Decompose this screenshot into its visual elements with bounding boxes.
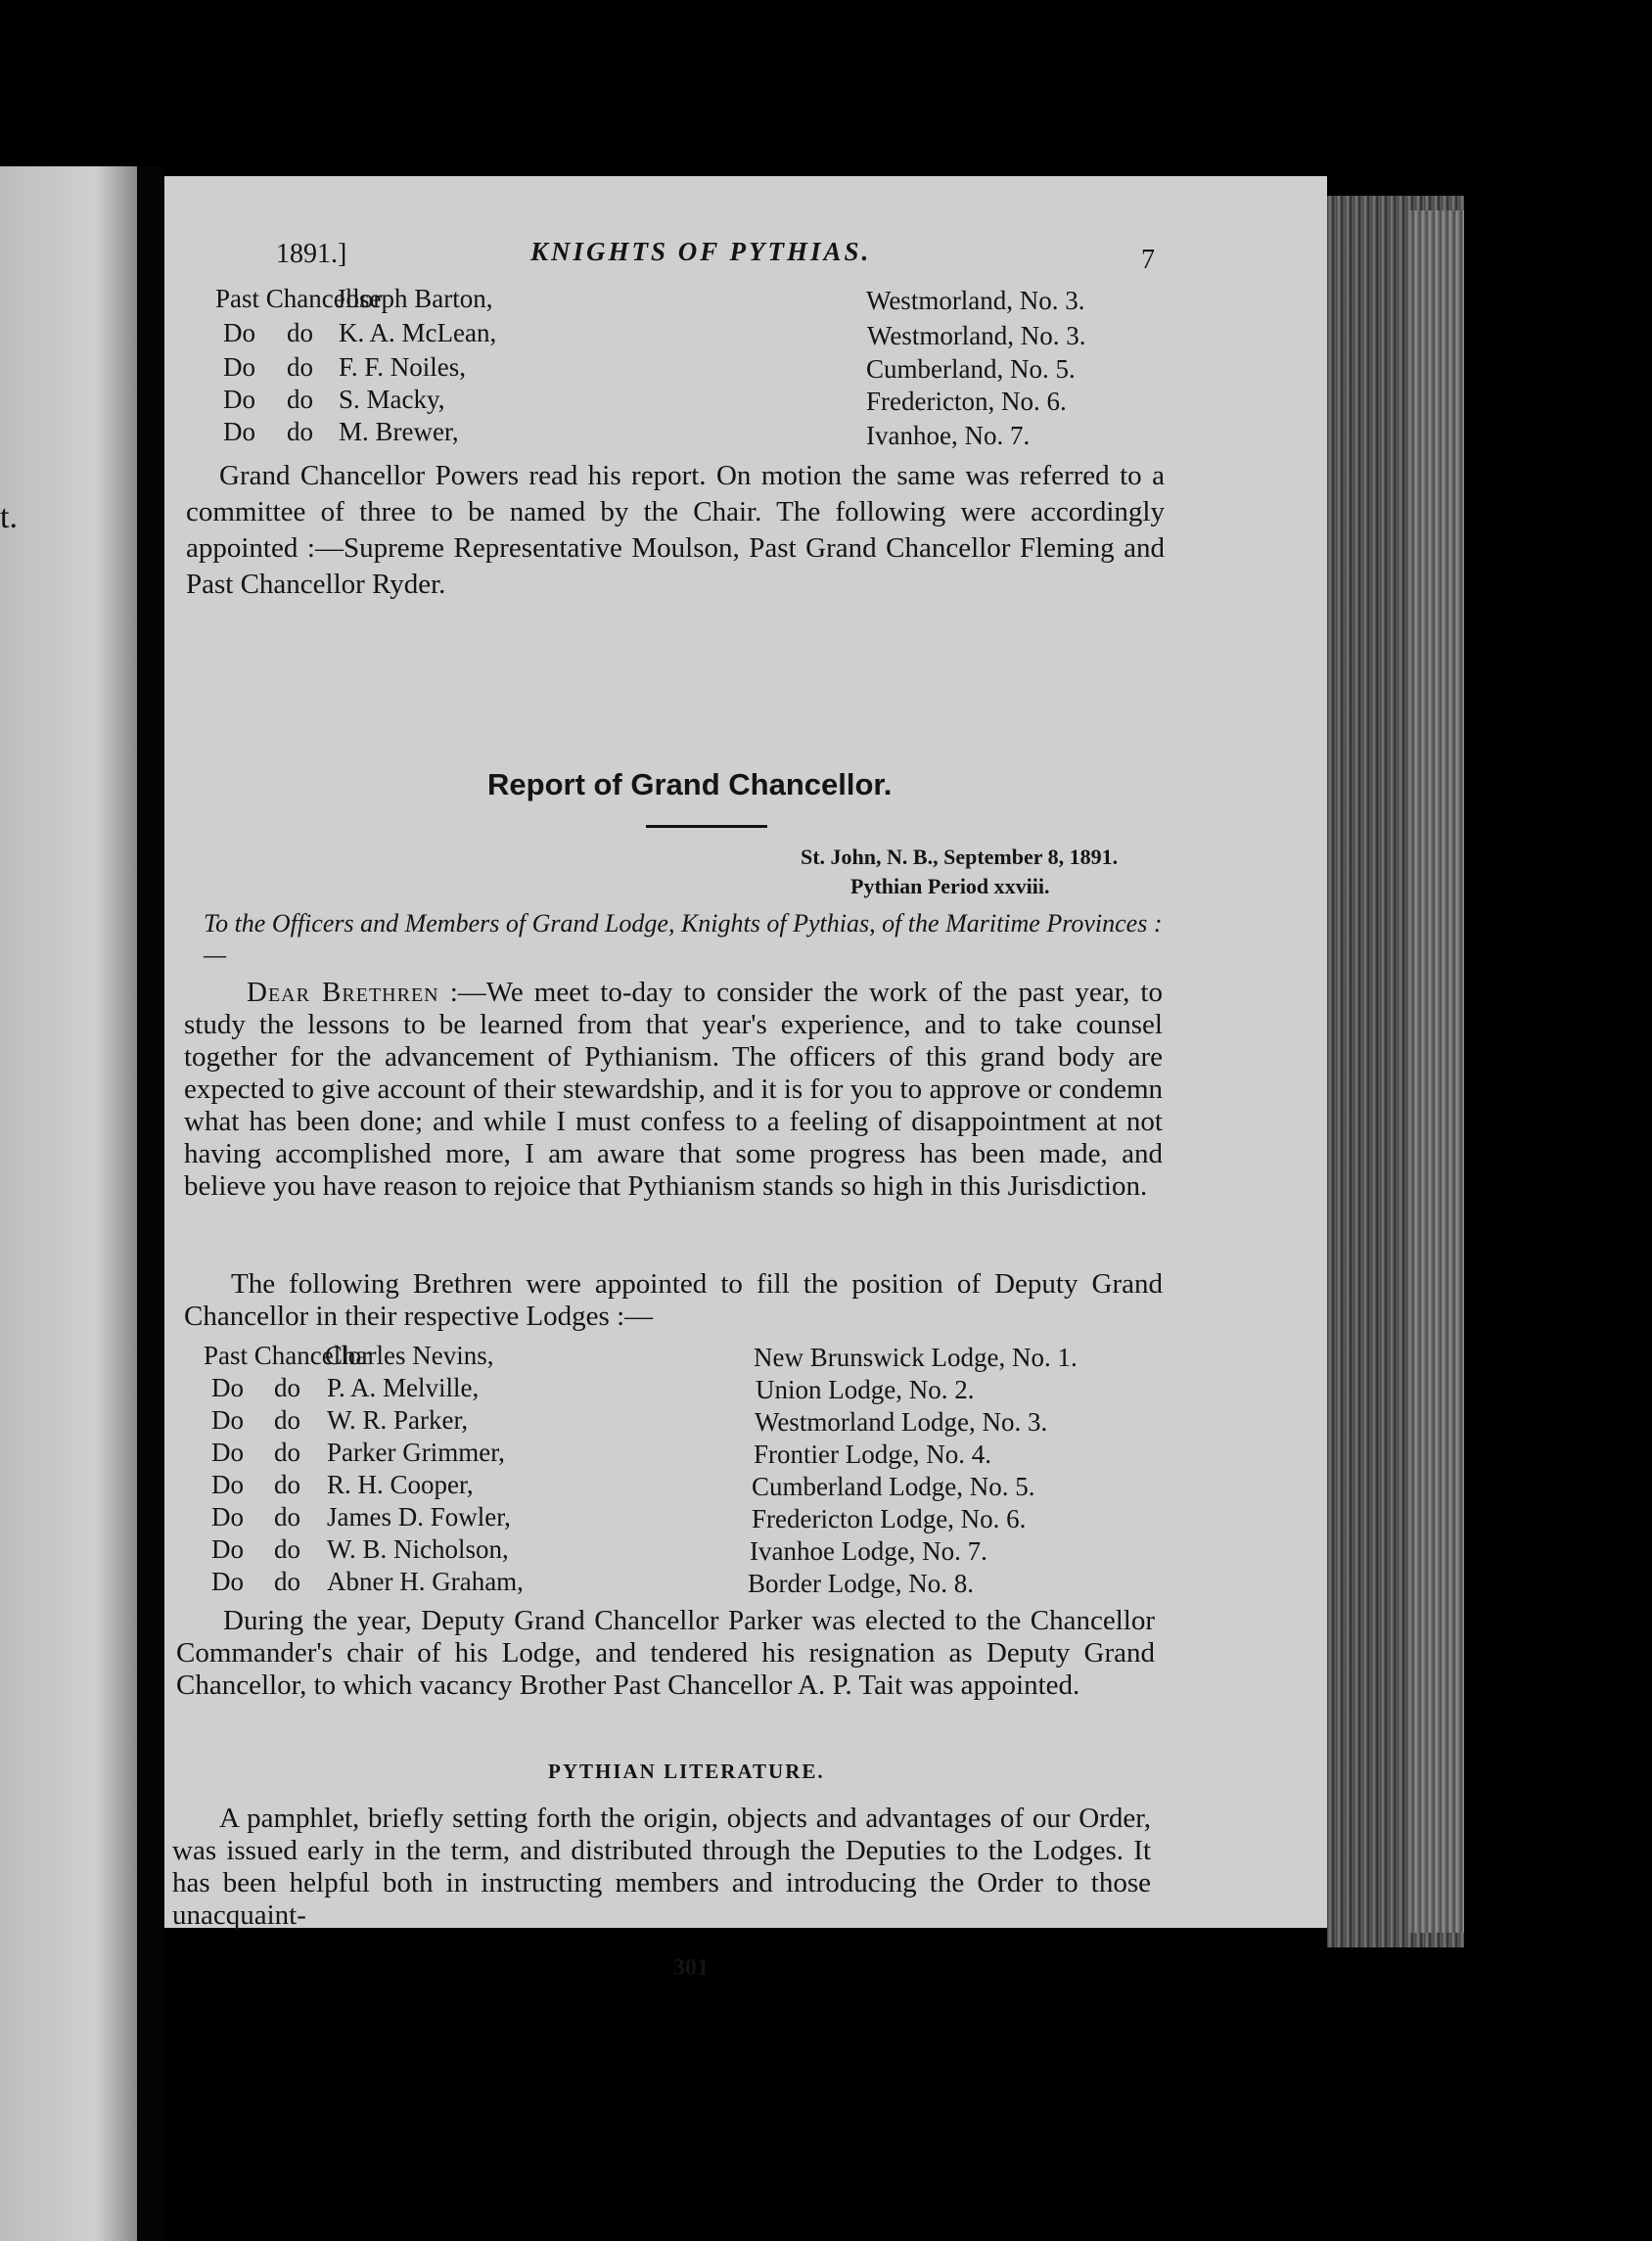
roster-title: Past Chancellor — [215, 284, 383, 313]
book-page — [164, 176, 1327, 1981]
book-gutter — [137, 166, 164, 2241]
roster-name: W. B. Nicholson, — [327, 1534, 509, 1564]
roster-ditto: do — [274, 1405, 300, 1435]
paragraph-text: The following Brethren were appointed to fill the position of Deputy Grand Chancellor in their respective Lodges :— — [184, 1268, 1163, 1332]
roster-lodge: Fredericton, No. 6. — [866, 387, 1067, 416]
roster-title: Do — [211, 1502, 244, 1532]
roster-lodge: Westmorland, No. 3. — [867, 321, 1086, 350]
roster-name: M. Brewer, — [339, 417, 459, 446]
roster-name: W. R. Parker, — [327, 1405, 469, 1435]
running-title: KNIGHTS OF PYTHIAS. — [530, 237, 872, 266]
roster-ditto: do — [274, 1470, 300, 1499]
paragraph-text: :—We meet to-day to consider the work of the past year, to study the lessons to be learned from that year's experience, and to take counsel together for the advancement of Pythianism. The officers of this grand body are expected to give account of their stewardship, and it is for you to approve or condemn what has been done; and while I must confess to a feeling of disappointment at not having accomplished more, I am aware that some progress has been made, and believe you have reason to rejoice that Pythianism stands so high in this Jurisdiction. — [184, 977, 1163, 1202]
salutation — [204, 908, 1163, 971]
roster-ditto: do — [287, 417, 313, 446]
roster-title: Do — [223, 318, 255, 347]
paragraph — [172, 1803, 1151, 1932]
paragraph — [184, 977, 1163, 1203]
roster-title: Past Chancellor — [204, 1341, 371, 1370]
roster-ditto: do — [274, 1502, 300, 1532]
facing-page-fragment: t. — [0, 499, 18, 535]
roster-lodge: Fredericton Lodge, No. 6. — [752, 1504, 1027, 1533]
roster-ditto: do — [274, 1567, 300, 1596]
page-number: 7 — [1141, 245, 1155, 275]
folio-number: 301 — [673, 1955, 709, 1981]
roster-lodge: Union Lodge, No. 2. — [756, 1375, 975, 1404]
roster-name: K. A. McLean, — [339, 318, 497, 347]
facing-page — [0, 166, 137, 2241]
page-edges-inner — [1409, 210, 1464, 1933]
paragraph — [184, 1268, 1163, 1333]
roster-title: Do — [223, 352, 255, 382]
roster-ditto: do — [287, 318, 313, 347]
roster-ditto: do — [274, 1373, 300, 1402]
paragraph — [186, 458, 1165, 603]
heading-rule — [646, 825, 767, 828]
section-subheading: PYTHIAN LITERATURE. — [548, 1760, 825, 1783]
roster-ditto: do — [287, 385, 313, 414]
roster-lodge: Westmorland Lodge, No. 3. — [755, 1407, 1048, 1437]
roster-name: Joseph Barton, — [336, 284, 493, 313]
dateline-place-date: St. John, N. B., September 8, 1891. — [801, 845, 1119, 869]
header-year: 1891.] — [276, 239, 347, 269]
roster-name: F. F. Noiles, — [339, 352, 466, 382]
roster-title: Do — [223, 417, 255, 446]
dateline-period: Pythian Period xxviii. — [850, 874, 1050, 898]
paragraph-text: Grand Chancellor Powers read his report. On motion the same was referred to a committee of three to be named by the Chair. The following were accordingly appointed :—Supreme Representative Moulson, Past Grand Chancellor Fleming and Past Chancellor Ryder. — [186, 460, 1165, 600]
roster-lodge: Ivanhoe Lodge, No. 7. — [750, 1536, 987, 1566]
roster-lodge: New Brunswick Lodge, No. 1. — [754, 1343, 1078, 1372]
roster-title: Do — [211, 1534, 244, 1564]
paragraph-text: A pamphlet, briefly setting forth the origin, objects and advantages of our Order, was issued early in the term, and distributed through the Deputies to the Lodges. It has been helpful both in instructing members and introducing the Order to those unacquaint- — [172, 1803, 1151, 1931]
letter-opening: Dear Brethren — [247, 977, 439, 1008]
roster-lodge: Frontier Lodge, No. 4. — [754, 1440, 991, 1469]
roster-lodge: Westmorland, No. 3. — [866, 286, 1085, 315]
roster-lodge: Border Lodge, No. 8. — [748, 1569, 974, 1598]
salutation-text: To the Officers and Members of Grand Lodge, Knights of Pythias, of the Maritime Provinces :— — [204, 909, 1163, 969]
roster-name: Parker Grimmer, — [327, 1438, 505, 1467]
roster-title: Do — [211, 1567, 244, 1596]
roster-ditto: do — [287, 352, 313, 382]
roster-title: Do — [211, 1470, 244, 1499]
roster-ditto: do — [274, 1438, 300, 1467]
roster-name: S. Macky, — [339, 385, 445, 414]
report-heading: Report of Grand Chancellor. — [487, 767, 893, 801]
roster-name: Charles Nevins, — [325, 1341, 494, 1370]
roster-name: R. H. Cooper, — [327, 1470, 474, 1499]
roster-name: James D. Fowler, — [327, 1502, 511, 1532]
roster-ditto: do — [274, 1534, 300, 1564]
roster-lodge: Cumberland, No. 5. — [866, 354, 1076, 384]
roster-title: Do — [223, 385, 255, 414]
roster-lodge: Cumberland Lodge, No. 5. — [752, 1472, 1035, 1501]
roster-name: Abner H. Graham, — [327, 1567, 524, 1596]
roster-name: P. A. Melville, — [327, 1373, 480, 1402]
roster-title: Do — [211, 1373, 244, 1402]
paragraph — [176, 1605, 1155, 1702]
roster-lodge: Ivanhoe, No. 7. — [866, 421, 1031, 450]
roster-title: Do — [211, 1438, 244, 1467]
paragraph-text: During the year, Deputy Grand Chancellor Parker was elected to the Chancellor Commander's chair of his Lodge, and tendered his resignation as Deputy Grand Chancellor, to which vacancy Brother Past Chancellor A. P. Tait was appointed. — [176, 1605, 1155, 1701]
roster-title: Do — [211, 1405, 244, 1435]
